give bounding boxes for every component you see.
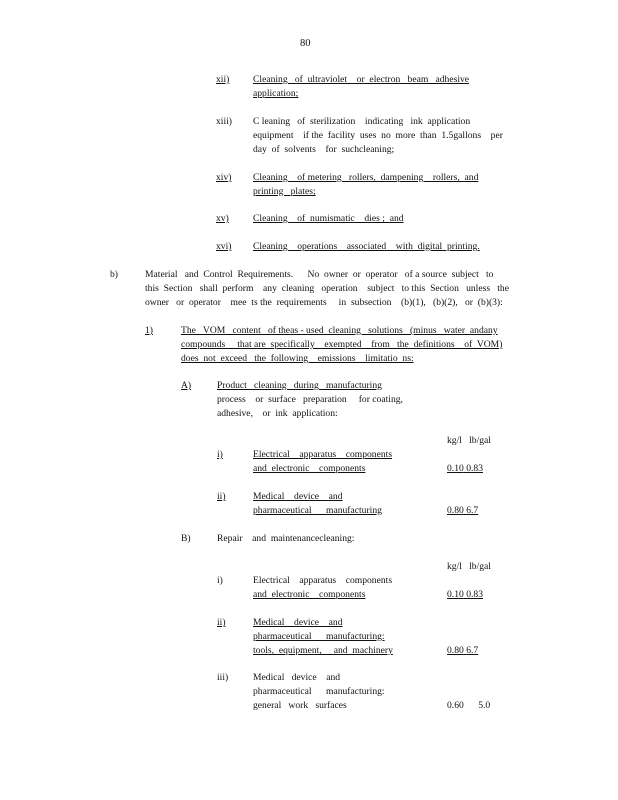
item-B-text: Repair and maintenancecleaning: (217, 533, 355, 544)
row-B-iii-lb: 5.0 (478, 700, 491, 711)
row-B-iii-values (447, 699, 490, 713)
row-B-i-line-2: and electronic components (253, 589, 366, 600)
item-xiv-label: xiv) (216, 172, 232, 183)
row-A-i-kg: 0.10 (447, 463, 464, 474)
row-A-ii-lb: 6.7 (466, 505, 479, 516)
page-number: 80 (300, 38, 311, 49)
row-B-ii-values (447, 644, 505, 658)
row-A-ii-kg: 0.80 (447, 505, 464, 516)
row-B-ii-line-2: pharmaceutical manufacturing: (253, 631, 385, 642)
item-A-label: A) (181, 380, 192, 391)
row-A-i-line-2: and electronic components (253, 463, 366, 474)
row-B-i-label: i) (217, 575, 223, 586)
row-B-iii-line-2: pharmaceutical manufacturing: (253, 686, 385, 697)
item-xv-label: xv) (216, 213, 229, 224)
row-B-iii-line-3: general work surfaces (253, 700, 347, 711)
row-B-i-kg: 0.10 (447, 589, 464, 600)
row-B-ii-line-3: tools, equipment, and machinery (253, 645, 393, 656)
row-B-i-values (447, 588, 505, 602)
row-A-i-lb: 0.83 (466, 463, 483, 474)
item-A-line-2: process or surface preparation for coating, (217, 394, 403, 405)
section-b-line-3: owner or operator mee ts the requirements in subsection (b)(1), (b)(2), or (b)(3): (145, 297, 503, 308)
row-A-ii-line-2: pharmaceutical manufacturing (253, 505, 382, 516)
item-A-line-1: Product cleaning during manufacturing (217, 380, 382, 391)
item-xii-line-2: application; (253, 88, 299, 99)
item-xii-label: xii) (216, 74, 230, 85)
item-B-label: B) (181, 533, 191, 544)
row-B-ii-line-1: Medical device and (253, 617, 343, 628)
row-A-ii-line-1: Medical device and (253, 491, 343, 502)
item-xii-line-1: Cleaning of ultraviolet or electron beam adhesive (253, 74, 470, 85)
item-xiii-label: xiii) (216, 116, 232, 127)
row-B-ii-label: ii) (217, 617, 226, 628)
row-B-ii-kg: 0.80 (447, 645, 464, 656)
row-B-ii-lb: 6.7 (466, 645, 479, 656)
item-xiv-line-2: printing plates; (253, 186, 316, 197)
item-1-line-3: does not exceed the following emissions limitatio ns: (181, 353, 414, 364)
item-xiv-line-1: Cleaning of metering rollers, dampening rollers, and (253, 172, 479, 183)
item-xiii-line-1: C leaning of sterilization indicating ink application (253, 116, 471, 127)
item-1-label: 1) (145, 325, 153, 336)
section-b-label: b) (110, 269, 118, 280)
item-xvi-line-1: Cleaning operations associated with digital printing. (253, 241, 480, 252)
row-B-iii-label: iii) (217, 672, 229, 683)
item-1-line-1: The VOM content of theas - used cleaning solutions (minus water andany (181, 325, 498, 336)
row-B-i-line-1: Electrical apparatus components (253, 575, 393, 586)
row-A-i-line-1: Electrical apparatus components (253, 449, 393, 460)
item-xv-line-1: Cleaning of numismatic dies ; and (253, 213, 404, 224)
section-b-line-1: Material and Control Requirements. No owner or operator of a source subject to (145, 269, 494, 280)
row-A-i-values (447, 462, 505, 476)
item-xiii-line-2: equipment if the facility uses no more than 1.5gallons per (253, 130, 503, 141)
row-B-i-lb: 0.83 (466, 589, 483, 600)
item-A-line-3: adhesive, or ink application: (217, 408, 338, 419)
section-b-line-2: this Section shall perform any cleaning operation subject to this Section unless the (145, 283, 509, 294)
units-header-A: kg/l lb/gal (447, 435, 491, 446)
row-B-iii-line-1: Medical device and (253, 672, 341, 683)
item-xiii-line-3: day of solvents for suchcleaning; (253, 144, 395, 155)
item-1-line-2: compounds that are specifically exempted from the definitions of VOM) (181, 339, 503, 350)
item-xvi-label: xvi) (216, 241, 232, 252)
units-header-B: kg/l lb/gal (447, 561, 491, 572)
row-A-ii-label: ii) (217, 491, 226, 502)
row-A-i-label: i) (217, 449, 223, 460)
row-B-iii-kg: 0.60 (447, 700, 464, 711)
row-A-ii-values (447, 504, 505, 518)
